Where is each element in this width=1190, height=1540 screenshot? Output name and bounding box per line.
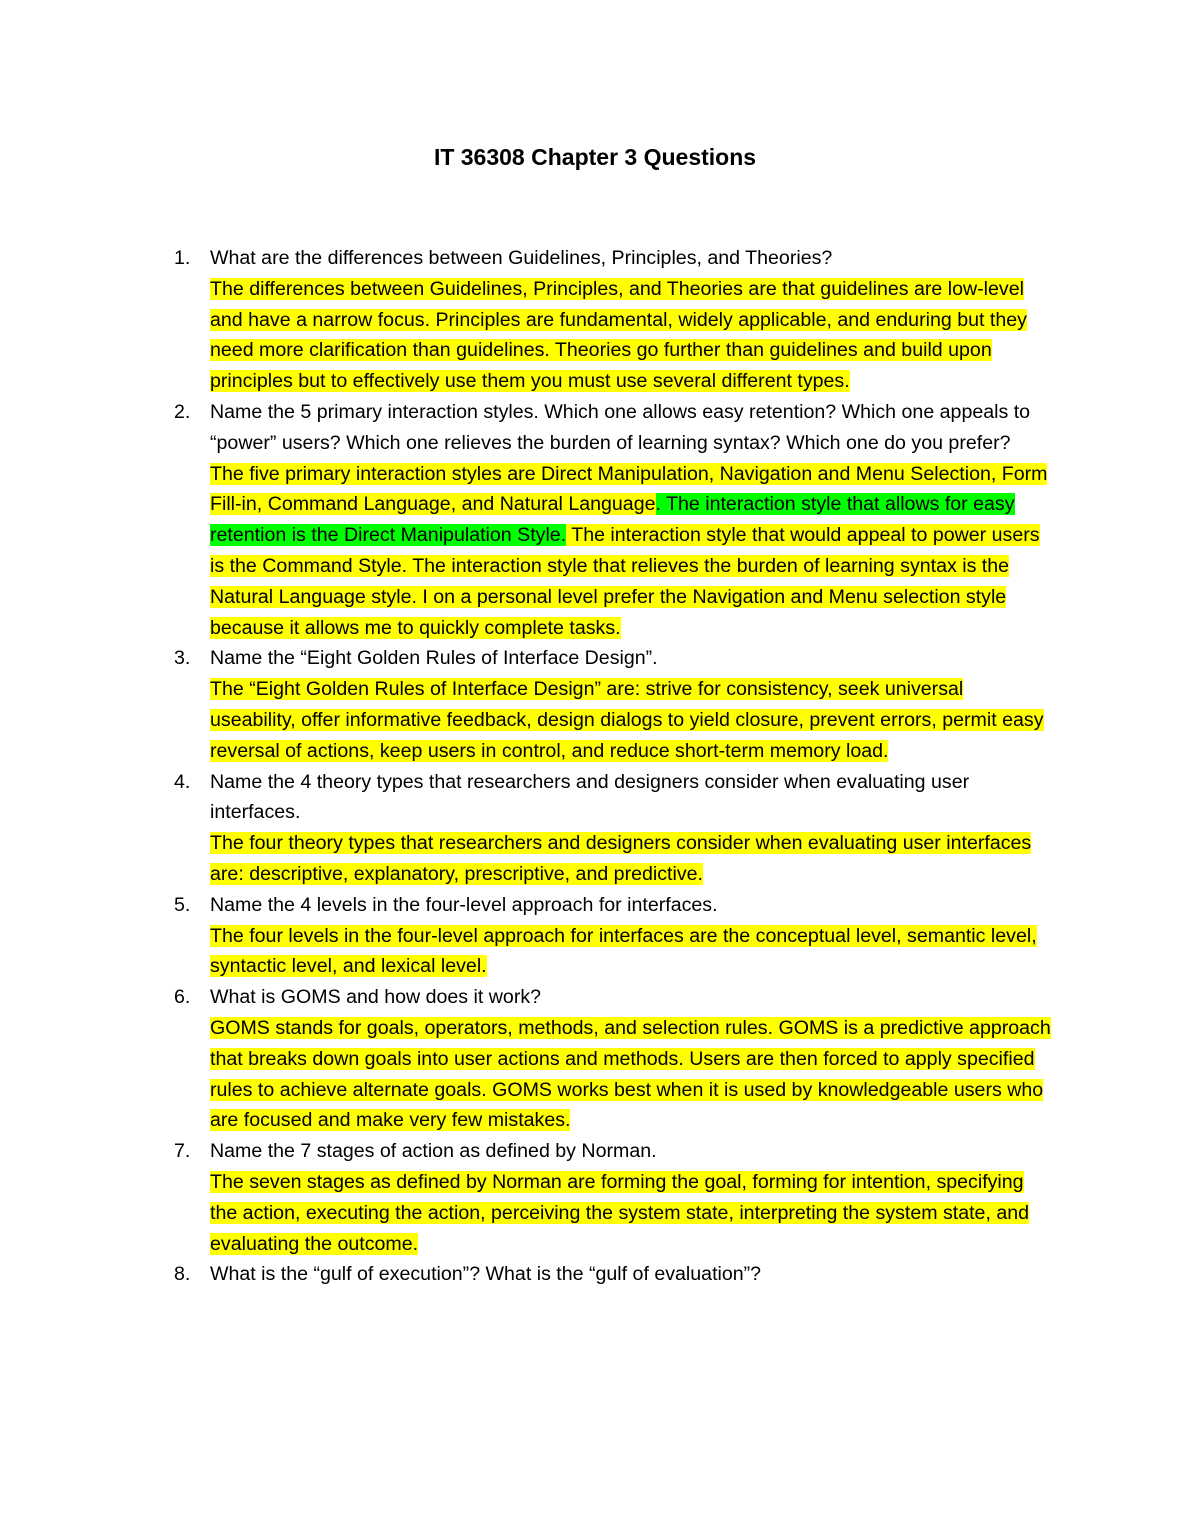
question-number: 1. — [174, 247, 191, 269]
answer-text — [210, 921, 1054, 983]
answer-highlight-yellow: The “Eight Golden Rules of Interface Design” are: strive for consistency, seek universal useability, offer informative feedback, design dialogs to yield closure, prevent errors, permit easy reversal of actions, keep users in control, and reduce short-term memory load. — [210, 678, 1044, 762]
question-number: 2. — [174, 400, 191, 423]
answer-highlight-yellow: The four theory types that researchers and designers consider when evaluating user interfaces are: descriptive, explanatory, prescriptive, and predictive. — [210, 832, 1032, 885]
answer-highlight-yellow: The five primary interaction styles are Direct Manipulation, Navigation and Menu Selection, Form Fill-in, Command Language, and Natural Language — [210, 462, 1048, 516]
question-number: 8. — [174, 1263, 191, 1286]
question-item-2 — [174, 397, 1054, 643]
question-list — [174, 243, 1054, 1290]
question-number: 7. — [174, 1140, 191, 1163]
question-item-6 — [174, 982, 1054, 1136]
question-number: 4. — [174, 770, 191, 793]
question-text: Name the “Eight Golden Rules of Interface Design”. — [210, 647, 658, 670]
question-number: 5. — [174, 893, 191, 916]
answer-highlight-green: . The interaction style that allows for easy retention is the Direct Manipulation Style. — [210, 493, 1015, 547]
answer-text — [210, 1167, 1054, 1259]
question-text: Name the 5 primary interaction styles. Which one allows easy retention? Which one appeals to “power” users? Which one relieves the burden of learning syntax? Which one do you prefer? — [210, 400, 1031, 454]
answer-text — [210, 828, 1054, 890]
question-text: Name the 7 stages of action as defined by Norman. — [210, 1140, 657, 1163]
answer-highlight-yellow: GOMS stands for goals, operators, methods, and selection rules. GOMS is a predictive approach that breaks down goals into user actions and methods. Users are then forced to apply specified rules to achieve alternate goals. GOMS works best when it is used by knowledgeable users who are focused and make very few mistakes. — [210, 1016, 1051, 1132]
question-text: What is the “gulf of execution”? What is the “gulf of evaluation”? — [210, 1263, 762, 1286]
question-item-3 — [174, 643, 1054, 766]
answer-highlight-yellow: The four levels in the four-level approach for interfaces are the conceptual level, semantic level, syntactic level, and lexical level. — [210, 924, 1037, 978]
question-item-4 — [174, 767, 1054, 890]
question-text: What are the differences between Guidelines, Principles, and Theories? — [210, 247, 833, 269]
answer-highlight-yellow: The differences between Guidelines, Principles, and Theories are that guidelines are low-level and have a narrow focus. Principles are fundamental, widely applicable, and enduring but they need more clarification than guidelines. Theories go further than guidelines and build upon principles but to effectively use them you must use several different types. — [210, 277, 1027, 393]
answer-text — [210, 1013, 1054, 1136]
question-item-7 — [174, 1136, 1054, 1259]
question-text: What is GOMS and how does it work? — [210, 986, 542, 1009]
question-item-1 — [174, 243, 1054, 397]
question-text: Name the 4 theory types that researchers and designers consider when evaluating user interfaces. — [210, 770, 970, 824]
question-number: 3. — [174, 647, 191, 670]
answer-highlight-yellow: The seven stages as defined by Norman are forming the goal, forming for intention, specifying the action, executing the action, perceiving the system state, interpreting the system state, and evaluating the outcome. — [210, 1170, 1030, 1255]
question-text: Name the 4 levels in the four-level approach for interfaces. — [210, 893, 718, 916]
question-item-8 — [174, 1259, 1054, 1290]
question-item-5 — [174, 890, 1054, 982]
answer-text — [210, 274, 1054, 397]
answer-text — [210, 674, 1054, 766]
answer-text — [210, 459, 1054, 644]
document-title: IT 36308 Chapter 3 Questions — [433, 144, 757, 170]
question-number: 6. — [174, 986, 191, 1009]
answer-highlight-yellow: The interaction style that would appeal to power users is the Command Style. The interaction style that relieves the burden of learning syntax is the Natural Language style. I on a personal level prefer the Navigation and Menu selection style because it allows me to quickly complete tasks. — [210, 524, 1040, 639]
